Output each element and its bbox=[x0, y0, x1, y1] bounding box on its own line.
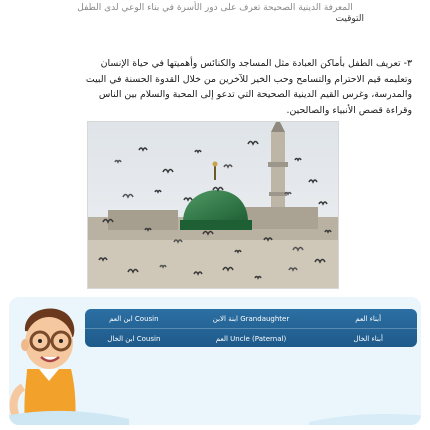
table-cell: أبناء الخال bbox=[353, 334, 383, 343]
pigeon-mark bbox=[325, 231, 331, 233]
pigeon-mark bbox=[295, 159, 301, 161]
mosque-photo bbox=[87, 121, 339, 289]
pigeon-mark bbox=[195, 151, 201, 153]
paragraph bbox=[20, 56, 412, 118]
blurred-top-line bbox=[0, 1, 430, 15]
cartoon-family-panel bbox=[9, 297, 421, 425]
table-cell: (Paternal) Uncle العم bbox=[215, 334, 287, 343]
pigeon-mark bbox=[235, 251, 241, 253]
pigeon-mark bbox=[160, 266, 166, 268]
pigeon-mark bbox=[255, 277, 261, 279]
sub-heading: التوقيت bbox=[335, 14, 364, 24]
cartoon-decor bbox=[9, 297, 421, 425]
pigeon-mark bbox=[155, 191, 161, 193]
pigeon-mark bbox=[285, 193, 291, 195]
mosque-photo-illustration bbox=[88, 122, 338, 288]
paragraph-line-2: وتعليمه قيم الاحترام والتسامح وحب الخير للآخرين من خلال القدوة الحسنة في البيت bbox=[85, 73, 412, 85]
table-cell: Grandaughter ابنة الابن bbox=[212, 314, 290, 323]
paragraph-line-4: وقراءة قصص الأنبياء والصالحين. bbox=[286, 104, 412, 116]
paragraph-line-1: ٣- تعريف الطفل بأماكن العبادة مثل المساجد والكنائس وأهميتها في حياة الإنسان bbox=[100, 58, 412, 69]
table-cell: أبناء العم bbox=[355, 314, 382, 323]
paragraph-line-3: والمدرسة، وغرس القيم الدينية الصحيحة التي تدعو إلى المحبة والسلام بين الناس bbox=[98, 89, 412, 100]
table-cell: Cousin ابن العم bbox=[109, 314, 159, 323]
pigeon-mark bbox=[145, 229, 151, 231]
table-cell: Cousin ابن الخال bbox=[107, 334, 161, 343]
top-line-text: المعرفة الدينية الصحيحة تعرف على دور الأسرة في بناء الوعي لدى الطفل bbox=[77, 3, 353, 13]
pigeon-mark bbox=[115, 161, 121, 163]
